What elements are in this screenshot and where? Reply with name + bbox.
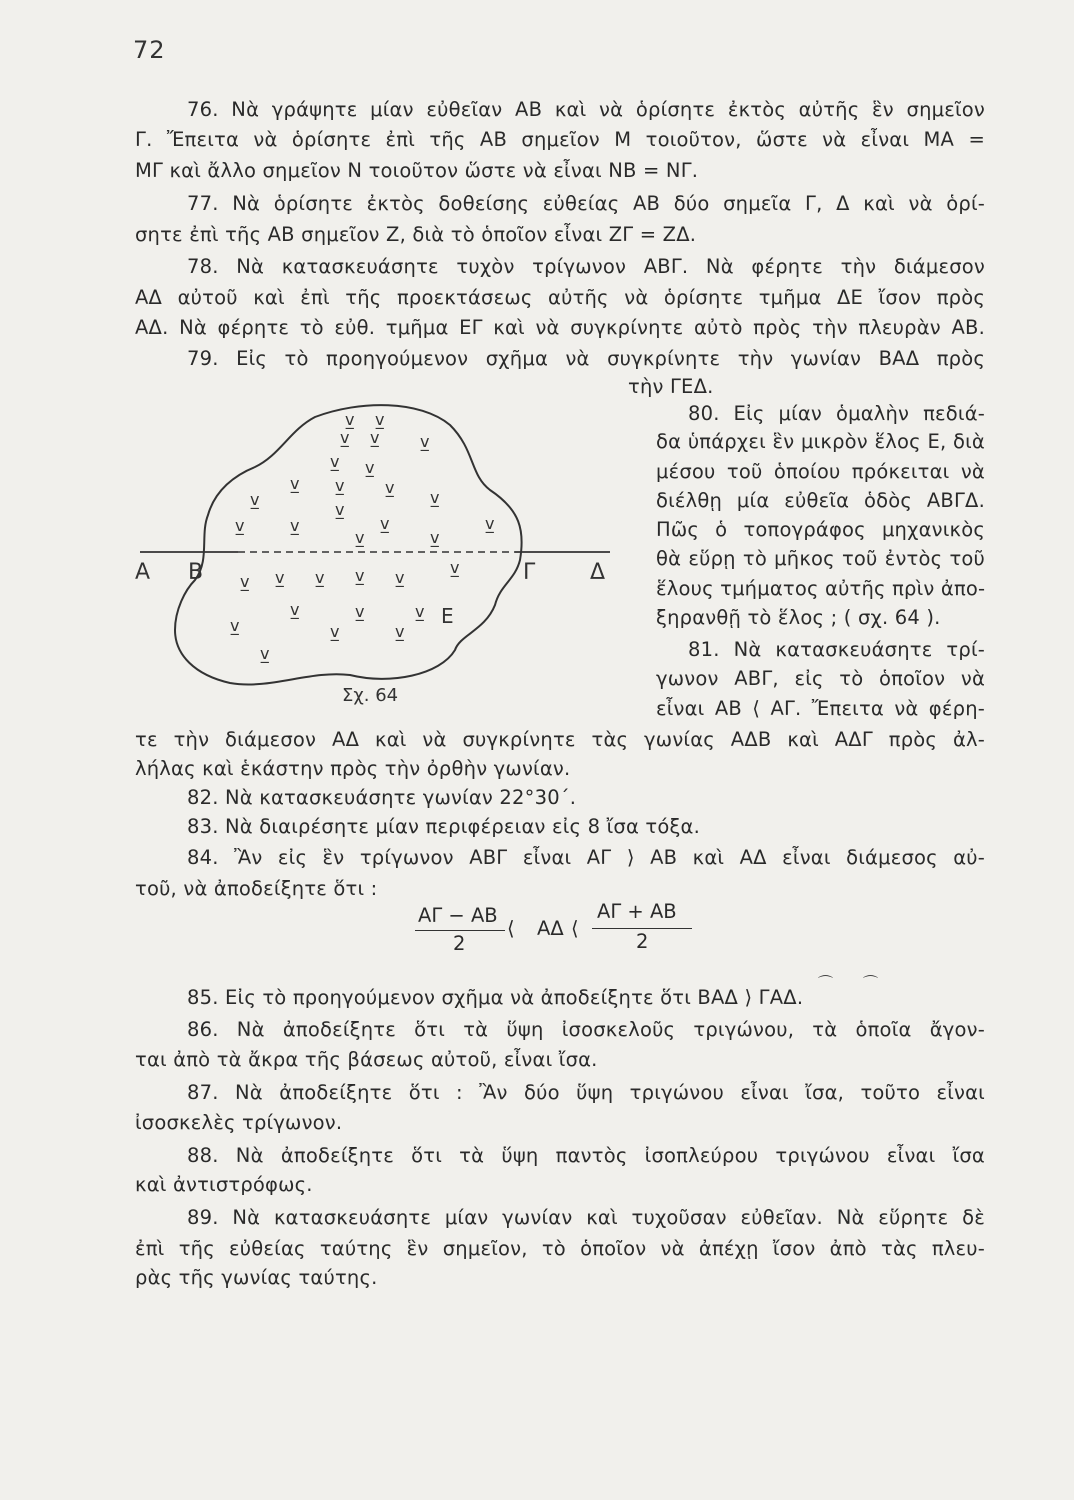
text-line: 86. Νὰ ἀποδείξητε ὅτι τὰ ὕψη ἰσοσκελοῦς τριγώνου, τὰ ὁποῖα ἄγον- bbox=[187, 1018, 985, 1041]
text-line: σητε ἐπὶ τῆς ΑΒ σημεῖον Ζ, διὰ τὸ ὁποῖον εἶναι ΖΓ = ΖΔ. bbox=[135, 223, 697, 246]
marsh-symbol: v̲ bbox=[235, 516, 245, 535]
marsh-symbol: v̲ bbox=[290, 600, 300, 619]
text-line: 87. Νὰ ἀποδείξητε ὅτι : Ἂν δύο ὕψη τριγώνου εἶναι ἴσα, τοῦτο εἶναι bbox=[187, 1081, 985, 1104]
text-line: ἕλους τμήματος αὐτῆς πρὶν ἀπο- bbox=[656, 577, 986, 600]
marsh-symbol: v̲ bbox=[240, 572, 250, 591]
text-line: γωνον ΑΒΓ, εἰς τὸ ὁποῖον νὰ bbox=[656, 667, 985, 690]
text-line: ΜΓ καὶ ἄλλο σημεῖον Ν τοιοῦτον ὥστε νὰ εἶναι ΝΒ = ΝΓ. bbox=[135, 159, 699, 182]
figure-swamp-road bbox=[130, 395, 630, 715]
marsh-symbol: v̲ bbox=[340, 428, 350, 447]
text-line: 79. Εἰς τὸ προηγούμενον σχῆμα νὰ συγκρίνητε τὴν γωνίαν ΒΑΔ πρὸς bbox=[187, 347, 985, 370]
text-line: 76. Νὰ γράψητε μίαν εὐθεῖαν ΑΒ καὶ νὰ ὁρίσητε ἐκτὸς αὐτῆς ἓν σημεῖον bbox=[187, 98, 985, 121]
marsh-symbol: v̲ bbox=[395, 568, 405, 587]
marsh-symbol: v̲ bbox=[345, 410, 355, 429]
formula-less-than: ⟨ bbox=[571, 917, 579, 940]
text-line: δα ὑπάρχει ἓν μικρὸν ἕλος Ε, διὰ bbox=[656, 430, 985, 453]
fraction-bar bbox=[592, 928, 692, 929]
text-line: ρὰς τῆς γωνίας ταύτης. bbox=[135, 1266, 378, 1289]
text-line: Γ. Ἔπειτα νὰ ὁρίσητε ἐπὶ τῆς ΑΒ σημεῖον Μ τοιοῦτον, ὥστε νὰ εἶναι ΜΑ = bbox=[135, 128, 985, 151]
formula-middle: ΑΔ bbox=[537, 917, 564, 940]
text-line: 81. Νὰ κατασκευάσητε τρί- bbox=[688, 638, 985, 661]
marsh-symbol: v̲ bbox=[375, 410, 385, 429]
marsh-symbol: v̲ bbox=[275, 568, 285, 587]
angle-hat-icon: ⌒ bbox=[818, 974, 834, 992]
marsh-symbol: v̲ bbox=[430, 528, 440, 547]
marsh-symbol: v̲ bbox=[450, 558, 460, 577]
marsh-symbols bbox=[230, 410, 495, 664]
point-label-G: Γ bbox=[523, 560, 536, 585]
text-line: μέσου τοῦ ὁποίου πρόκειται νὰ bbox=[656, 460, 985, 483]
formula-left-denominator: 2 bbox=[453, 932, 466, 955]
figure-caption: Σχ. 64 bbox=[342, 685, 399, 706]
text-line: διέλθῃ μία εὐθεῖα ὁδὸς ΑΒΓΔ. bbox=[656, 489, 985, 512]
text-line: ΑΔ. Νὰ φέρητε τὸ εὐθ. τμῆμα ΕΓ καὶ νὰ συγκρίνητε αὐτὸ πρὸς τὴν πλευρὰν ΑΒ. bbox=[135, 316, 985, 339]
marsh-symbol: v̲ bbox=[290, 516, 300, 535]
marsh-symbol: v̲ bbox=[355, 566, 365, 585]
text-line: εἶναι ΑΒ ⟨ ΑΓ. Ἔπειτα νὰ φέρη- bbox=[656, 697, 985, 720]
text-line: ται ἀπὸ τὰ ἄκρα τῆς βάσεως αὐτοῦ, εἶναι ἴσα. bbox=[135, 1048, 598, 1071]
marsh-symbol: v̲ bbox=[380, 514, 390, 533]
marsh-symbol: v̲ bbox=[430, 488, 440, 507]
marsh-symbol: v̲ bbox=[290, 474, 300, 493]
marsh-symbol: v̲ bbox=[485, 514, 495, 533]
text-line: 85. Εἰς τὸ προηγούμενον σχῆμα νὰ ἀποδείξητε ὅτι ΒΑΔ ⟩ ΓΑΔ. bbox=[187, 986, 804, 1009]
point-label-A: Α bbox=[135, 560, 151, 585]
text-line: 84. Ἂν εἰς ἓν τρίγωνον ΑΒΓ εἶναι ΑΓ ⟩ ΑΒ καὶ ΑΔ εἶναι διάμεσος αὐ- bbox=[187, 846, 985, 869]
page-number: 72 bbox=[133, 36, 166, 64]
formula-right-denominator: 2 bbox=[636, 930, 649, 953]
marsh-symbol: v̲ bbox=[415, 602, 425, 621]
marsh-symbol: v̲ bbox=[355, 528, 365, 547]
text-line: θὰ εὕρῃ τὸ μῆκος τοῦ ἐντὸς τοῦ bbox=[656, 547, 985, 570]
text-line: καὶ ἀντιστρόφως. bbox=[135, 1173, 313, 1196]
text-line: 88. Νὰ ἀποδείξητε ὅτι τὰ ὕψη παντὸς ἰσοπλεύρου τριγώνου εἶναι ἴσα bbox=[187, 1144, 985, 1167]
marsh-symbol: v̲ bbox=[355, 602, 365, 621]
marsh-symbol: v̲ bbox=[335, 500, 345, 519]
text-line: ἐπὶ τῆς εὐθείας ταύτης ἓν σημεῖον, τὸ ὁποῖον νὰ ἀπέχῃ ἴσον ἀπὸ τὰς πλευ- bbox=[135, 1237, 985, 1260]
marsh-symbol: v̲ bbox=[365, 458, 375, 477]
formula-right-numerator: ΑΓ + ΑΒ bbox=[597, 900, 677, 923]
text-line: τοῦ, νὰ ἀποδείξητε ὅτι : bbox=[135, 877, 378, 900]
text-line: τὴν ΓΕΔ. bbox=[628, 375, 714, 398]
angle-hat-icon: ⌒ bbox=[863, 974, 879, 992]
marsh-symbol: v̲ bbox=[250, 490, 260, 509]
point-label-D: Δ bbox=[590, 560, 606, 585]
formula-less-than: ⟨ bbox=[507, 917, 515, 940]
swamp-outline bbox=[175, 405, 522, 684]
text-line: 89. Νὰ κατασκευάσητε μίαν γωνίαν καὶ τυχοῦσαν εὐθεῖαν. Νὰ εὕρητε δὲ bbox=[187, 1206, 985, 1229]
text-line: ξηρανθῇ τὸ ἕλος ; ( σχ. 64 ). bbox=[656, 606, 941, 629]
formula-left-numerator: ΑΓ − ΑΒ bbox=[418, 904, 498, 927]
text-line: τε τὴν διάμεσον ΑΔ καὶ νὰ συγκρίνητε τὰς γωνίας ΑΔΒ καὶ ΑΔΓ πρὸς ἀλ- bbox=[135, 728, 985, 751]
marsh-symbol: v̲ bbox=[335, 476, 345, 495]
point-label-B: Β bbox=[188, 560, 204, 585]
marsh-symbol: v̲ bbox=[395, 622, 405, 641]
text-line: 78. Νὰ κατασκευάσητε τυχὸν τρίγωνον ΑΒΓ. Νὰ φέρητε τὴν διάμεσον bbox=[187, 255, 985, 278]
text-line: Πῶς ὁ τοπογράφος μηχανικὸς bbox=[656, 518, 985, 541]
marsh-symbol: v̲ bbox=[315, 568, 325, 587]
fraction-bar bbox=[415, 930, 505, 931]
marsh-symbol: v̲ bbox=[330, 622, 340, 641]
marsh-symbol: v̲ bbox=[260, 644, 270, 663]
text-line: λήλας καὶ ἑκάστην πρὸς τὴν ὀρθὴν γωνίαν. bbox=[135, 757, 571, 780]
text-line: 82. Νὰ κατασκευάσητε γωνίαν 22°30΄. bbox=[187, 786, 577, 809]
marsh-symbol: v̲ bbox=[230, 616, 240, 635]
marsh-symbol: v̲ bbox=[420, 432, 430, 451]
text-line: ΑΔ αὐτοῦ καὶ ἐπὶ τῆς προεκτάσεως αὐτῆς νὰ ὁρίσητε τμῆμα ΔΕ ἴσον πρὸς bbox=[135, 286, 985, 309]
text-line: ἰσοσκελὲς τρίγωνον. bbox=[135, 1111, 343, 1134]
text-line: 77. Νὰ ὁρίσητε ἐκτὸς δοθείσης εὐθείας ΑΒ δύο σημεῖα Γ, Δ καὶ νὰ ὁρί- bbox=[187, 192, 985, 215]
point-label-E: Ε bbox=[441, 604, 454, 628]
marsh-symbol: v̲ bbox=[370, 428, 380, 447]
text-line: 83. Νὰ διαιρέσητε μίαν περιφέρειαν εἰς 8 ἴσα τόξα. bbox=[187, 815, 701, 838]
marsh-symbol: v̲ bbox=[385, 478, 395, 497]
marsh-symbol: v̲ bbox=[330, 452, 340, 471]
text-line: 80. Εἰς μίαν ὁμαλὴν πεδιά- bbox=[688, 402, 985, 425]
